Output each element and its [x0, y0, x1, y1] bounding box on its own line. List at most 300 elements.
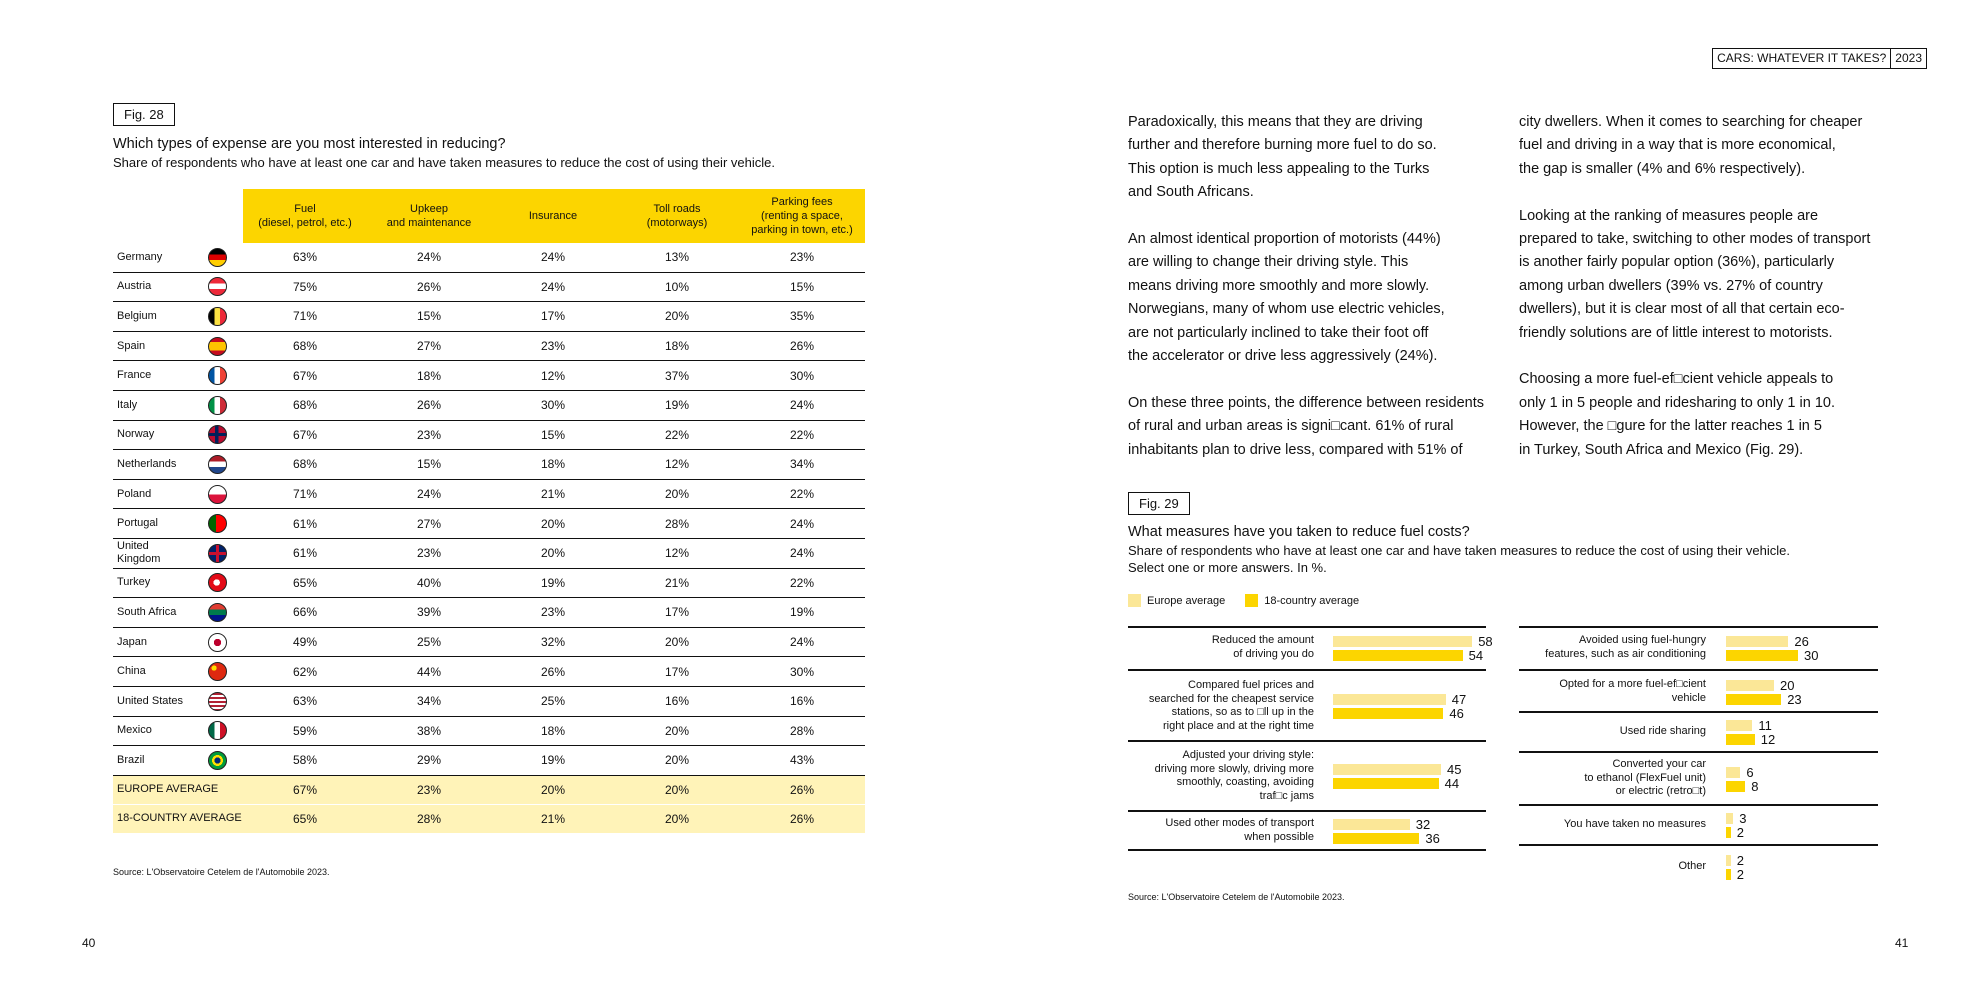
- bar-18country-average: [1726, 781, 1745, 792]
- header-blank: [113, 189, 191, 243]
- value-label-europe: 20: [1780, 677, 1795, 693]
- value-cell: 24%: [739, 538, 865, 568]
- category-label-line: Other: [1678, 860, 1706, 873]
- flag-cell: [191, 243, 243, 272]
- flag-cell: [191, 686, 243, 716]
- uk-flag-icon: [208, 544, 227, 563]
- bar-18country-average: [1726, 869, 1731, 880]
- value-cell: 67%: [243, 361, 367, 391]
- value-cell: 65%: [243, 568, 367, 598]
- flag-cell: [191, 657, 243, 687]
- value-label-europe: 47: [1451, 692, 1467, 707]
- fig29-source: Source: L'Observatoire Cetelem de l'Automobile 2023.: [1128, 892, 1345, 902]
- chart-rule: [1519, 751, 1878, 753]
- bar-europe-average: [1726, 767, 1740, 778]
- category-label-line: when possible: [1244, 830, 1314, 843]
- flag-cell: [191, 627, 243, 657]
- belgium-flag-icon: [208, 307, 227, 326]
- flag-cell: [191, 420, 243, 450]
- value-cell: 75%: [243, 272, 367, 302]
- value-label-europe: 2: [1736, 853, 1745, 868]
- country-name: Mexico: [113, 716, 191, 746]
- category-label-line: traf□c jams: [1259, 789, 1314, 802]
- value-cell: 19%: [739, 598, 865, 628]
- value-cell: 12%: [615, 538, 739, 568]
- category-label-text: [1519, 634, 1706, 661]
- value-cell: 15%: [739, 272, 865, 302]
- bar-category-label: [1128, 749, 1314, 803]
- value-cell: 22%: [739, 479, 865, 509]
- table-row: [113, 627, 865, 657]
- value-cell: 19%: [615, 390, 739, 420]
- flag-cell: [191, 716, 243, 746]
- value-cell: 19%: [491, 746, 615, 776]
- portugal-flag-icon: [208, 514, 227, 533]
- poland-flag-icon: [208, 485, 227, 504]
- value-cell: 20%: [615, 746, 739, 776]
- flag-cell: [191, 538, 243, 568]
- value-cell: 61%: [243, 538, 367, 568]
- bar-18country-average: [1333, 708, 1443, 719]
- bar-category-label: [1519, 634, 1706, 661]
- value-label-europe: 32: [1415, 816, 1431, 832]
- value-cell: 49%: [243, 627, 367, 657]
- south-africa-flag-icon: [208, 603, 227, 622]
- bar-europe-average: [1333, 764, 1441, 775]
- category-label-text: [1128, 634, 1314, 661]
- page-number-right: 41: [1895, 936, 1909, 950]
- country-name: Turkey: [113, 568, 191, 598]
- table-row: [113, 450, 865, 480]
- netherlands-flag-icon: [208, 455, 227, 474]
- spain-flag-icon: [208, 337, 227, 356]
- bar-category-label: [1519, 758, 1706, 799]
- value-cell: 23%: [491, 598, 615, 628]
- body-text-col1: Paradoxically, this means that they are driving further and therefore burning more fuel to do so. This option is much less appealing to the Turks and South Africans. An almost identical proportion of motorists (44%) are willing to change their driving style. This means driving more smoothly and more slowly. Norwegians, many of whom use electric vehicles, are not particularly inclined to take their foot off the accelerator or drive less aggressively (24%). On these three points, the difference between residents of rural and urban areas is signi□cant. 61% of rural inhabitants plan to drive less, compared with 51% of: [1128, 114, 1485, 458]
- flag-cell: [191, 450, 243, 480]
- table-row: [113, 686, 865, 716]
- table-row: [113, 390, 865, 420]
- value-cell: 24%: [367, 479, 491, 509]
- value-label-18country: 2: [1736, 867, 1745, 882]
- legend-label-europe: Europe average: [1147, 594, 1226, 607]
- category-label-text: [1128, 817, 1314, 844]
- body-text-col2: city dwellers. When it comes to searching for cheaper fuel and driving in a way that is more economical, the gap is smaller (4% and 6% respectively). Looking at the ranking of measures people are prepared to take, switching to other modes of transport is another fairly popular option (36%), particularly among urban dwellers (39% vs. 27% of country dwellers), but it is clear most of all that certain eco- friendly solutions are of little interest to motorists. Choosing a more fuel-ef□cient vehicle appeals to only 1 in 5 people and ridesharing to only 1 in 10. However, the □gure for the latter reaches 1 in 5 in Turkey, South Africa and Mexico (Fig. 29).: [1519, 114, 1871, 458]
- value-cell: 20%: [615, 479, 739, 509]
- value-cell: 17%: [615, 598, 739, 628]
- country-name: Netherlands: [113, 450, 191, 480]
- category-label-line: driving more slowly, driving more: [1154, 762, 1314, 775]
- china-flag-icon: [208, 662, 227, 681]
- country-name: Germany: [113, 243, 191, 272]
- country-name: Spain: [113, 331, 191, 361]
- value-cell: 32%: [491, 627, 615, 657]
- column-header-line: parking in town, etc.): [751, 224, 853, 236]
- value-cell: 17%: [491, 302, 615, 332]
- bar-18country-average: [1726, 827, 1731, 838]
- japan-flag-icon: [208, 633, 227, 652]
- chart-rule: [1519, 669, 1878, 671]
- value-cell: 16%: [615, 686, 739, 716]
- flag-cell: [191, 509, 243, 539]
- category-label-text: [1519, 725, 1706, 739]
- chart-rule: [1128, 810, 1486, 812]
- average-value: 67%: [243, 775, 367, 804]
- value-cell: 23%: [739, 243, 865, 272]
- flag-cell: [191, 568, 243, 598]
- value-cell: 26%: [367, 390, 491, 420]
- france-flag-icon: [208, 366, 227, 385]
- value-cell: 24%: [491, 243, 615, 272]
- chart-rule: [1128, 669, 1486, 671]
- category-label-line: Opted for a more fuel-ef□cient: [1559, 678, 1706, 690]
- average-value: 20%: [615, 804, 739, 833]
- value-cell: 23%: [367, 538, 491, 568]
- header-year: 2023: [1890, 49, 1926, 68]
- value-cell: 18%: [491, 716, 615, 746]
- value-cell: 68%: [243, 331, 367, 361]
- table-row: [113, 272, 865, 302]
- value-label-18country: 54: [1468, 647, 1484, 663]
- value-cell: 18%: [491, 450, 615, 480]
- bar-18country-average: [1333, 778, 1439, 789]
- value-cell: 24%: [367, 243, 491, 272]
- value-cell: 12%: [615, 450, 739, 480]
- table-row: [113, 716, 865, 746]
- country-name: United States: [113, 686, 191, 716]
- average-value: 26%: [739, 775, 865, 804]
- bar-category-label: [1128, 679, 1314, 733]
- value-cell: 71%: [243, 479, 367, 509]
- table-row: [113, 331, 865, 361]
- value-cell: 28%: [739, 716, 865, 746]
- category-label-line: Used other modes of transport: [1165, 817, 1314, 829]
- value-cell: 20%: [615, 716, 739, 746]
- value-cell: 34%: [367, 686, 491, 716]
- legend-label-18country: 18-country average: [1264, 594, 1360, 607]
- chart-rule: [1519, 844, 1878, 846]
- value-cell: 15%: [367, 302, 491, 332]
- category-label-text: [1128, 679, 1314, 733]
- legend-swatch-18country: [1245, 594, 1258, 607]
- expense-table: [113, 189, 865, 834]
- value-label-europe: 11: [1758, 718, 1772, 733]
- bar-europe-average: [1333, 636, 1472, 647]
- value-cell: 22%: [739, 568, 865, 598]
- table-row: [113, 568, 865, 598]
- value-cell: 24%: [739, 390, 865, 420]
- bar-category-label: [1128, 817, 1314, 844]
- category-label-text: [1519, 758, 1706, 799]
- bar-18country-average: [1333, 833, 1419, 844]
- bar-category-label: [1519, 860, 1706, 874]
- category-label-line: Used ride sharing: [1619, 725, 1706, 738]
- value-label-18country: 2: [1736, 825, 1745, 840]
- table-header-row: [113, 189, 865, 243]
- table-row: [113, 598, 865, 628]
- value-cell: 13%: [615, 243, 739, 272]
- value-cell: 61%: [243, 509, 367, 539]
- category-label-line: of driving you do: [1233, 647, 1314, 660]
- value-cell: 16%: [739, 686, 865, 716]
- document-header: [1712, 48, 1927, 69]
- value-cell: 21%: [615, 568, 739, 598]
- mexico-flag-icon: [208, 721, 227, 740]
- country-name: France: [113, 361, 191, 391]
- column-header-line: Insurance: [528, 210, 578, 222]
- value-cell: 20%: [491, 509, 615, 539]
- category-label-line: to ethanol (FlexFuel unit): [1584, 771, 1706, 784]
- value-cell: 17%: [615, 657, 739, 687]
- column-header-line: and maintenance: [386, 217, 472, 229]
- value-cell: 29%: [367, 746, 491, 776]
- norway-flag-icon: [208, 425, 227, 444]
- value-cell: 15%: [491, 420, 615, 450]
- average-value: 65%: [243, 804, 367, 833]
- value-cell: 24%: [739, 509, 865, 539]
- column-header-line: Parking fees: [771, 196, 833, 208]
- value-cell: 19%: [491, 568, 615, 598]
- value-cell: 35%: [739, 302, 865, 332]
- value-cell: 28%: [615, 509, 739, 539]
- value-cell: 30%: [739, 657, 865, 687]
- average-value: 26%: [739, 804, 865, 833]
- average-row: [113, 804, 865, 833]
- average-value: 21%: [491, 804, 615, 833]
- country-name: Italy: [113, 390, 191, 420]
- value-label-18country: 36: [1425, 830, 1440, 846]
- column-header: [243, 189, 367, 243]
- country-name: Belgium: [113, 302, 191, 332]
- value-cell: 25%: [491, 686, 615, 716]
- category-label-line: searched for the cheapest service: [1148, 692, 1314, 705]
- chart-rule: [1128, 849, 1486, 851]
- bar-category-label: [1519, 818, 1706, 832]
- average-value: 20%: [615, 775, 739, 804]
- value-cell: 59%: [243, 716, 367, 746]
- value-cell: 34%: [739, 450, 865, 480]
- value-label-europe: 3: [1739, 811, 1747, 826]
- bar-18country-average: [1726, 734, 1755, 745]
- value-cell: 26%: [367, 272, 491, 302]
- value-label-europe: 45: [1447, 762, 1462, 777]
- country-name: Portugal: [113, 509, 191, 539]
- category-label-text: [1128, 749, 1314, 803]
- table-row: [113, 302, 865, 332]
- fig29-title: What measures have you taken to reduce fuel costs?: [1128, 524, 1470, 540]
- italy-flag-icon: [208, 396, 227, 415]
- value-cell: 71%: [243, 302, 367, 332]
- bar-18country-average: [1726, 694, 1781, 705]
- value-label-18country: 44: [1444, 776, 1460, 791]
- value-cell: 62%: [243, 657, 367, 687]
- value-cell: 12%: [491, 361, 615, 391]
- country-name: Poland: [113, 479, 191, 509]
- average-label: 18-COUNTRY AVERAGE: [113, 804, 243, 833]
- table-row: [113, 243, 865, 272]
- value-cell: 22%: [615, 420, 739, 450]
- value-cell: 20%: [491, 538, 615, 568]
- value-cell: 58%: [243, 746, 367, 776]
- flag-cell: [191, 479, 243, 509]
- table-row: [113, 420, 865, 450]
- fig29-subtitle: Share of respondents who have at least one car and have taken measures to reduce the cost of using their vehicle.: [1128, 543, 1790, 558]
- chart-rule: [1128, 740, 1486, 742]
- column-header-line: Toll roads: [653, 203, 701, 215]
- value-cell: 30%: [739, 361, 865, 391]
- average-label: EUROPE AVERAGE: [113, 775, 243, 804]
- bar-europe-average: [1333, 694, 1446, 705]
- value-cell: 37%: [615, 361, 739, 391]
- value-cell: 30%: [491, 390, 615, 420]
- value-cell: 67%: [243, 420, 367, 450]
- value-cell: 26%: [739, 331, 865, 361]
- bar-europe-average: [1726, 855, 1731, 866]
- austria-flag-icon: [208, 277, 227, 296]
- flag-cell: [191, 361, 243, 391]
- chart-rule: [1519, 711, 1878, 713]
- column-header: [491, 189, 615, 243]
- value-cell: 23%: [367, 420, 491, 450]
- value-cell: 10%: [615, 272, 739, 302]
- value-label-18country: 23: [1787, 691, 1802, 707]
- average-value: 23%: [367, 775, 491, 804]
- table-row: [113, 538, 865, 568]
- country-name: Norway: [113, 420, 191, 450]
- value-cell: 68%: [243, 390, 367, 420]
- category-label-text: [1519, 860, 1706, 874]
- category-label-line: Adjusted your driving style:: [1182, 749, 1314, 761]
- table-row: [113, 509, 865, 539]
- average-row: [113, 775, 865, 804]
- average-value: 28%: [367, 804, 491, 833]
- category-label-line: Converted your car: [1612, 758, 1706, 771]
- country-name: China: [113, 657, 191, 687]
- column-header: [367, 189, 491, 243]
- bar-europe-average: [1726, 680, 1774, 691]
- bar-18country-average: [1726, 650, 1798, 661]
- value-cell: 44%: [367, 657, 491, 687]
- table-row: [113, 657, 865, 687]
- value-label-europe: 6: [1746, 764, 1754, 780]
- value-cell: 23%: [491, 331, 615, 361]
- flag-cell: [191, 331, 243, 361]
- category-label-line: You have taken no measures: [1563, 818, 1706, 831]
- bar-europe-average: [1726, 720, 1752, 731]
- value-cell: 21%: [491, 479, 615, 509]
- value-cell: 24%: [491, 272, 615, 302]
- country-name: Japan: [113, 627, 191, 657]
- category-label-text: [1519, 678, 1706, 705]
- chart-rule: [1519, 804, 1878, 806]
- value-cell: 27%: [367, 331, 491, 361]
- value-cell: 63%: [243, 686, 367, 716]
- country-name: Austria: [113, 272, 191, 302]
- fig28-title: Which types of expense are you most interested in reducing?: [113, 136, 506, 152]
- header-title: CARS: WHATEVER IT TAKES?: [1717, 51, 1887, 65]
- category-label-line: features, such as air conditioning: [1545, 647, 1706, 660]
- value-cell: 43%: [739, 746, 865, 776]
- fig29-label: Fig. 29: [1128, 492, 1190, 515]
- value-cell: 25%: [367, 627, 491, 657]
- value-cell: 40%: [367, 568, 491, 598]
- bar-europe-average: [1726, 813, 1733, 824]
- turkey-flag-icon: [208, 573, 227, 592]
- fig28-subtitle: Share of respondents who have at least one car and have taken measures to reduce the cost of using their vehicle.: [113, 155, 775, 170]
- category-label-line: smoothly, coasting, avoiding: [1176, 776, 1314, 788]
- category-label-line: Avoided using fuel-hungry: [1579, 634, 1706, 646]
- value-cell: 26%: [491, 657, 615, 687]
- fig28-label: Fig. 28: [113, 103, 175, 126]
- value-label-18country: 46: [1449, 706, 1464, 721]
- germany-flag-icon: [208, 248, 227, 267]
- bar-europe-average: [1726, 636, 1788, 647]
- fig28-source: Source: L'Observatoire Cetelem de l'Automobile 2023.: [113, 867, 330, 877]
- category-label-text: [1519, 818, 1706, 832]
- flag-cell: [191, 598, 243, 628]
- column-header-line: Upkeep: [410, 203, 448, 215]
- flag-cell: [191, 272, 243, 302]
- column-header: [739, 189, 865, 243]
- flag-cell: [191, 746, 243, 776]
- average-value: 20%: [491, 775, 615, 804]
- country-name: South Africa: [113, 598, 191, 628]
- column-header: [615, 189, 739, 243]
- value-label-europe: 58: [1478, 633, 1493, 649]
- bar-category-label: [1128, 634, 1314, 661]
- flag-cell: [191, 390, 243, 420]
- value-cell: 68%: [243, 450, 367, 480]
- chart-rule: [1519, 626, 1878, 628]
- column-header-line: (motorways): [646, 217, 708, 229]
- bar-18country-average: [1333, 650, 1463, 661]
- value-cell: 24%: [739, 627, 865, 657]
- table-row: [113, 746, 865, 776]
- legend-swatch-europe: [1128, 594, 1141, 607]
- category-label-line: or electric (retro□t): [1615, 785, 1706, 798]
- value-cell: 66%: [243, 598, 367, 628]
- category-label-line: stations, so as to □ll up in the: [1171, 706, 1314, 718]
- value-cell: 20%: [615, 302, 739, 332]
- value-label-europe: 26: [1794, 633, 1809, 649]
- bar-category-label: [1519, 678, 1706, 705]
- value-cell: 15%: [367, 450, 491, 480]
- value-cell: 27%: [367, 509, 491, 539]
- value-cell: 39%: [367, 598, 491, 628]
- category-label-line: Compared fuel prices and: [1188, 679, 1314, 691]
- bar-category-label: [1519, 725, 1706, 739]
- value-cell: 63%: [243, 243, 367, 272]
- country-name: Brazil: [113, 746, 191, 776]
- category-label-line: vehicle: [1671, 691, 1706, 704]
- column-header-line: (diesel, petrol, etc.): [258, 217, 352, 229]
- value-cell: 22%: [739, 420, 865, 450]
- country-name: United Kingdom: [113, 538, 191, 568]
- value-cell: 18%: [367, 361, 491, 391]
- category-label-line: right place and at the right time: [1162, 719, 1314, 732]
- value-label-18country: 30: [1804, 647, 1819, 663]
- column-header-line: Fuel: [294, 203, 316, 215]
- category-label-line: Reduced the amount: [1211, 634, 1314, 646]
- bar-europe-average: [1333, 819, 1410, 830]
- value-cell: 18%: [615, 331, 739, 361]
- value-label-18country: 12: [1760, 732, 1776, 747]
- value-cell: 20%: [615, 627, 739, 657]
- chart-rule: [1128, 626, 1486, 628]
- chart-legend: [1128, 594, 1359, 607]
- page-number-left: 40: [82, 936, 96, 950]
- fig29-subtitle-2: Select one or more answers. In %.: [1128, 560, 1327, 575]
